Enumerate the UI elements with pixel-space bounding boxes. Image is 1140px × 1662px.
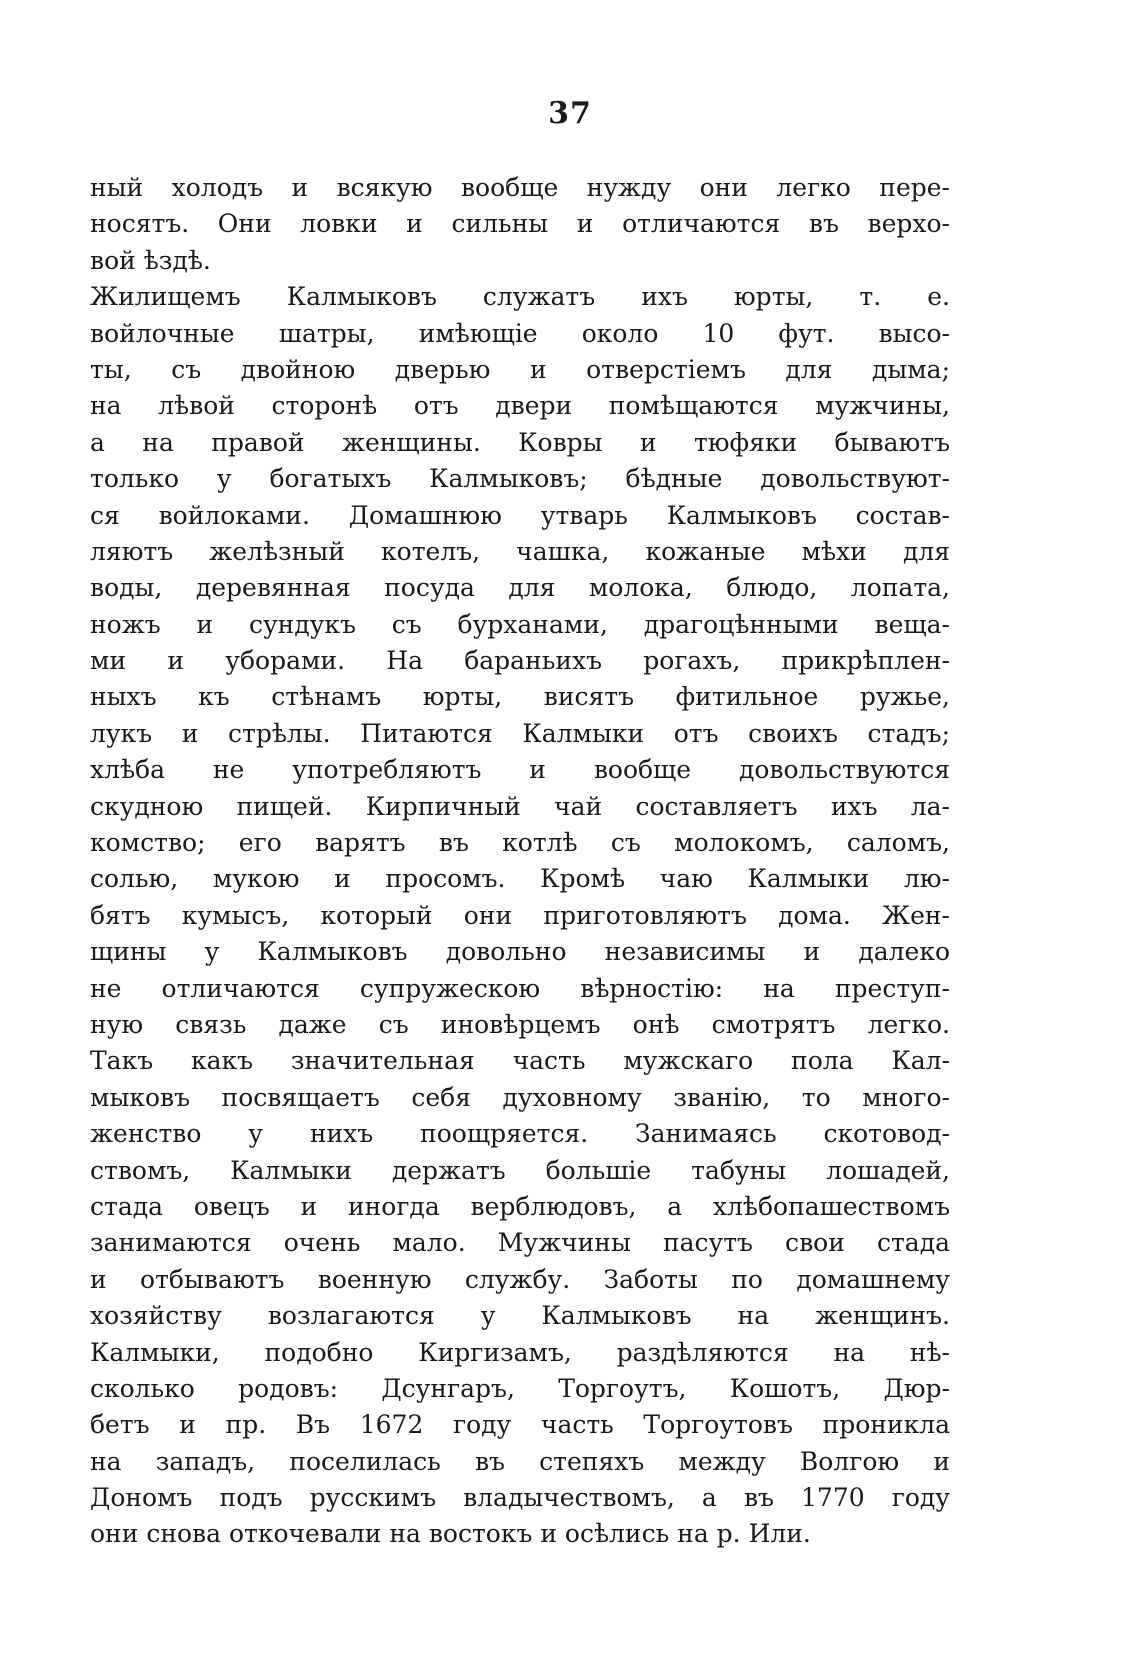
text-line: на западъ, поселилась въ степяхъ между Волгою и — [90, 1446, 950, 1476]
text-line: хозяйству возлагаются у Калмыковъ на женщинъ. — [90, 1301, 950, 1331]
text-line: Жилищемъ Калмыковъ служатъ ихъ юрты, т. е. — [90, 282, 950, 312]
text-line: лукъ и стрѣлы. Питаются Калмыки отъ своихъ стадъ; — [90, 718, 950, 748]
text-line: только у богатыхъ Калмыковъ; бѣдные довольствуют- — [90, 464, 950, 494]
text-line: мыковъ посвящаетъ себя духовному званію, то много- — [90, 1082, 950, 1112]
text-line: бетъ и пр. Въ 1672 году часть Торгоутовъ проникла — [90, 1410, 950, 1440]
text-line: воды, деревянная посуда для молока, блюдо, лопата, — [90, 573, 950, 603]
text-line: занимаются очень мало. Мужчины пасутъ свои стада — [90, 1228, 950, 1258]
text-line: ный холодъ и всякую вообще нужду они легко пере- — [90, 173, 950, 202]
text-line: солью, мукою и просомъ. Кромѣ чаю Калмыки лю- — [90, 864, 950, 894]
text-line: ся войлоками. Домашнюю утварь Калмыковъ состав- — [90, 500, 950, 530]
text-line: ми и уборами. На бараньихъ рогахъ, прикрѣплен- — [90, 646, 950, 676]
text-line: Дономъ подъ русскимъ владычествомъ, а въ 1770 году — [90, 1483, 950, 1513]
text-line: ную связь даже съ иновѣрцемъ онѣ смотрятъ легко. — [90, 1009, 950, 1039]
text-line: бятъ кумысъ, который они приготовляютъ дома. Жен- — [90, 900, 950, 930]
text-line: Такъ какъ значительная часть мужскаго пола Кал- — [90, 1046, 950, 1076]
text-line: хлѣба не употребляютъ и вообще довольствуются — [90, 755, 950, 785]
text-line: ствомъ, Калмыки держатъ большіе табуны лошадей, — [90, 1155, 950, 1185]
text-line: комство; его варятъ въ котлѣ съ молокомъ, саломъ, — [90, 828, 950, 858]
text-line: женство у нихъ поощряется. Занимаясь скотовод- — [90, 1119, 950, 1149]
text-line: носятъ. Они ловки и сильны и отличаются въ верхо- — [90, 209, 950, 239]
text-line: на лѣвой сторонѣ отъ двери помѣщаются мужчины, — [90, 391, 950, 421]
text-line: стада овецъ и иногда верблюдовъ, а хлѣбопашествомъ — [90, 1191, 950, 1221]
text-line: ножъ и сундукъ съ бурханами, драгоцѣнными веща- — [90, 609, 950, 639]
page-number: 37 — [548, 96, 592, 131]
text-line: вой ѣздѣ. — [90, 245, 211, 275]
text-line: сколько родовъ: Дсунгаръ, Торгоутъ, Кошотъ, Дюр- — [90, 1373, 950, 1403]
text-line: ляютъ желѣзный котелъ, чашка, кожаные мѣхи для — [90, 536, 950, 566]
text-line: и отбываютъ военную службу. Заботы по домашнему — [90, 1264, 950, 1294]
text-line: они снова откочевали на востокъ и осѣлись на р. Или. — [90, 1519, 811, 1549]
text-line: ты, съ двойною дверью и отверстіемъ для дыма; — [90, 354, 950, 384]
text-line: Калмыки, подобно Киргизамъ, раздѣляются на нѣ- — [90, 1337, 950, 1367]
text-line: ныхъ къ стѣнамъ юрты, висятъ фитильное ружье, — [90, 682, 950, 712]
text-line: скудною пищей. Кирпичный чай составляетъ ихъ ла- — [90, 791, 950, 821]
text-line: не отличаются супружескою вѣрностію: на преступ- — [90, 973, 950, 1003]
text-line: а на правой женщины. Ковры и тюфяки бываютъ — [90, 427, 950, 457]
text-line: щины у Калмыковъ довольно независимы и далеко — [90, 937, 950, 967]
text-line: войлочные шатры, имѣющіе около 10 фут. высо- — [90, 318, 950, 348]
body-text — [90, 170, 950, 1553]
